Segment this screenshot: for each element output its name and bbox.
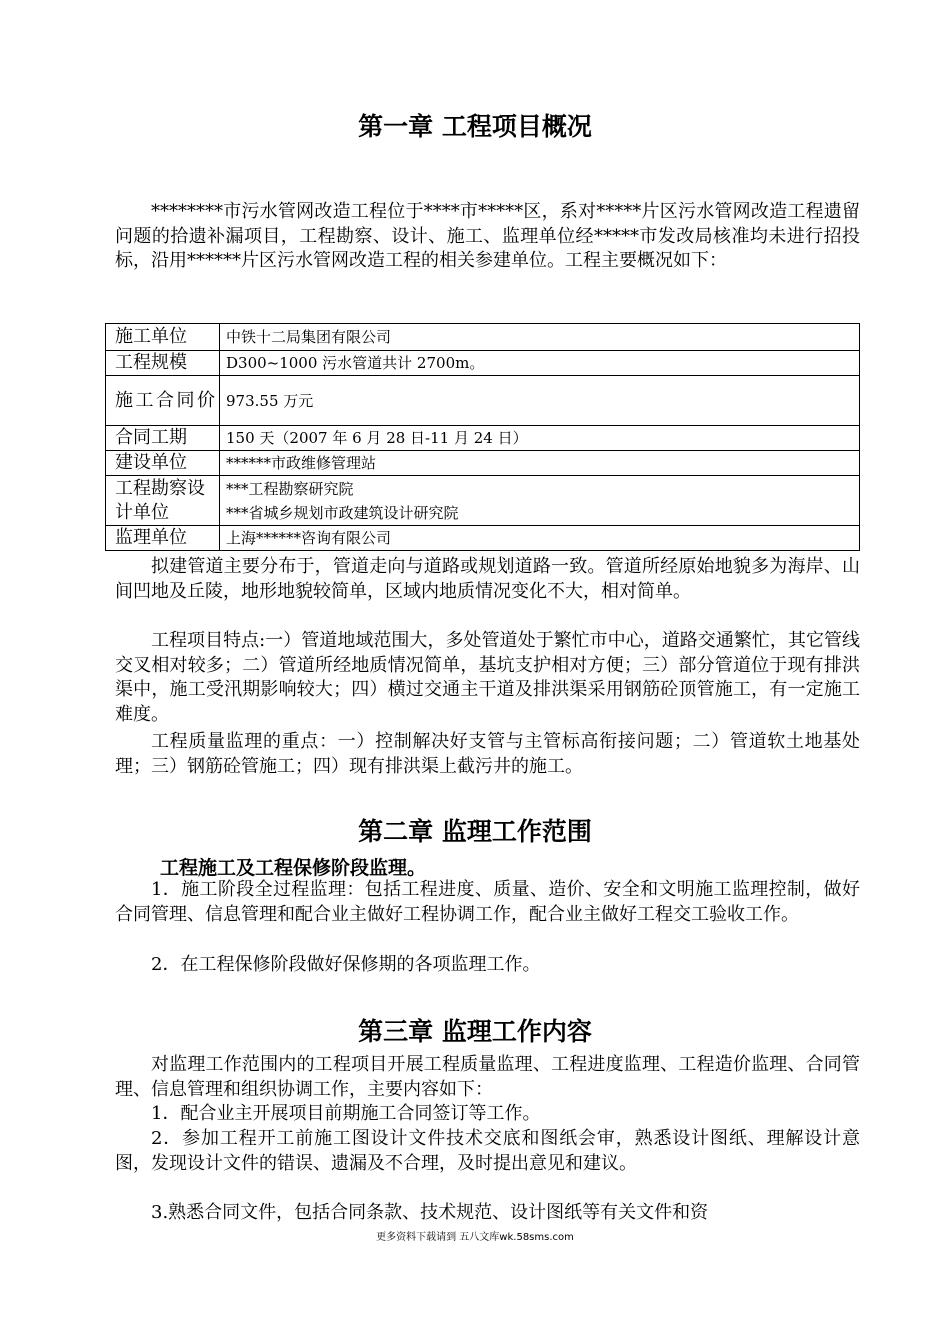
chapter-3-paragraph: 3.熟悉合同文件，包括合同条款、技术规范、设计图纸等有关文件和资 bbox=[151, 1202, 709, 1223]
table-value: 973.55 万元 bbox=[220, 376, 860, 426]
chapter-2-paragraph: 2．在工程保修阶段做好保修期的各项监理工作。 bbox=[151, 954, 541, 975]
table-row bbox=[106, 376, 860, 426]
table-value: ******市政维修管理站 bbox=[220, 451, 860, 476]
chapter-3-title: 第三章 监理工作内容 bbox=[358, 1017, 592, 1046]
table-value: 上海******咨询有限公司 bbox=[220, 526, 860, 551]
table-row bbox=[106, 426, 860, 451]
chapter-3-paragraph: 对监理工作范围内的工程项目开展工程质量监理、工程进度监理、工程造价监理、合同管理、信息管理和组织协调工作，主要内容如下： bbox=[115, 1054, 860, 1100]
table-row bbox=[106, 451, 860, 476]
chapter-1-paragraph: 拟建管道主要分布于，管道走向与道路或规划道路一致。管道所经原始地貌多为海岸、山间凹地及丘陵，地形地貌较简单，区域内地质情况变化不大，相对简单。 bbox=[115, 556, 860, 602]
table-key: 工程规模 bbox=[106, 351, 220, 376]
table-row bbox=[106, 351, 860, 376]
project-overview-table bbox=[105, 323, 860, 551]
chapter-1-paragraph: 工程质量监理的重点：一）控制解决好支管与主管标高衔接问题；二）管道软土地基处理；三）钢筋砼管施工；四）现有排洪渠上截污井的施工。 bbox=[115, 731, 860, 777]
table-key: 施工单位 bbox=[106, 324, 220, 351]
chapter-1-paragraph: 工程项目特点:一）管道地域范围大，多处管道处于繁忙市中心，道路交通繁忙，其它管线交叉相对较多；二）管道所经地质情况简单，基坑支护相对方便；三）部分管道位于现有排洪渠中，施工受汛期影响较大；四）横过交通主干道及排洪渠采用钢筋砼顶管施工，有一定施工难度。 bbox=[115, 630, 860, 725]
table-value-multiline bbox=[220, 476, 860, 526]
table-value: D300~1000 污水管道共计 2700m。 bbox=[220, 351, 860, 376]
table-value: 中铁十二局集团有限公司 bbox=[220, 324, 860, 351]
table-value-line: ***省城乡规划市政建筑设计研究院 bbox=[226, 503, 459, 522]
footer-note: 更多资料下载请到 五八文库wk.58sms.com bbox=[376, 1232, 574, 1243]
chapter-1-intro: ********市污水管网改造工程位于****市*****区，系对*****片区污水管网改造工程遗留问题的拾遗补漏项目，工程勘察、设计、施工、监理单位经*****市发改局核准均未进行招投标，沿用******片区污水管网改造工程的相关参建单位。工程主要概况如下： bbox=[115, 201, 860, 271]
table-key: 合同工期 bbox=[106, 426, 220, 451]
chapter-3-paragraph: 1．配合业主开展项目前期施工合同签订等工作。 bbox=[151, 1103, 541, 1124]
chapter-2-subtitle: 工程施工及工程保修阶段监理。 bbox=[160, 857, 427, 879]
table-row bbox=[106, 324, 860, 351]
table-key: 工程勘察设计单位 bbox=[106, 476, 220, 526]
table-row bbox=[106, 476, 860, 526]
table-key: 建设单位 bbox=[106, 451, 220, 476]
chapter-2-title: 第二章 监理工作范围 bbox=[358, 817, 592, 846]
chapter-1-title: 第一章 工程项目概况 bbox=[358, 112, 592, 141]
chapter-3-paragraph: 2．参加工程开工前施工图设计文件技术交底和图纸会审，熟悉设计图纸、理解设计意图，发现设计文件的错误、遗漏及不合理，及时提出意见和建议。 bbox=[115, 1128, 860, 1174]
chapter-2-paragraph: 1．施工阶段全过程监理：包括工程进度、质量、造价、安全和文明施工监理控制，做好合同管理、信息管理和配合业主做好工程协调工作，配合业主做好工程交工验收工作。 bbox=[115, 879, 860, 925]
table-value: 150 天（2007 年 6 月 28 日-11 月 24 日） bbox=[220, 426, 860, 451]
table-key: 施工合同价 bbox=[106, 376, 220, 426]
table-key: 监理单位 bbox=[106, 526, 220, 551]
table-row bbox=[106, 526, 860, 551]
table-value-line: ***工程勘察研究院 bbox=[226, 479, 354, 498]
